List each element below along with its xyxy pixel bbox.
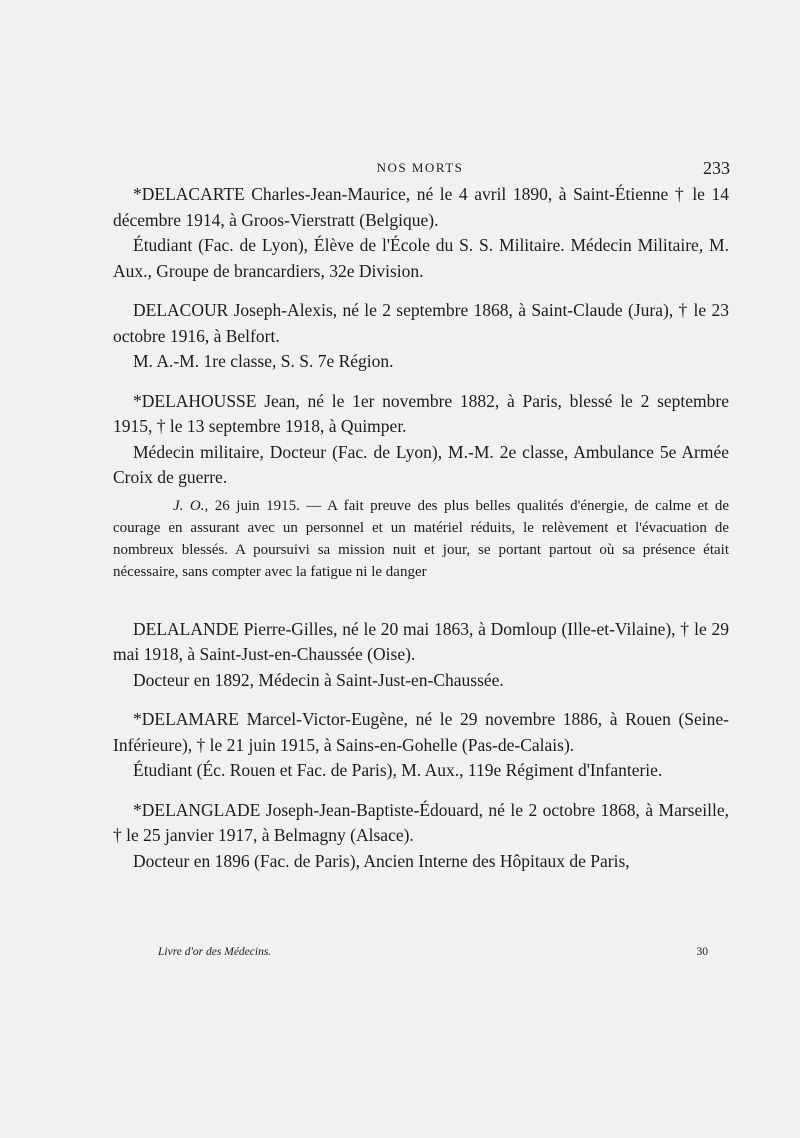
entry-heading: *DELANGLADE Joseph-Jean-Baptiste-Édouard, né le 2 octobre 1868, à Marseille, † le 25 janvier 1917, à Belmagny (Alsace). (113, 799, 729, 845)
footer-sheet-number: 30 (696, 946, 708, 958)
entry-detail: Docteur en 1892, Médecin à Saint-Just-en-Chaussée. (133, 669, 504, 690)
entry-delalande (113, 617, 729, 694)
entry-heading: *DELAMARE Marcel-Victor-Eugène, né le 29 novembre 1886, à Rouen (Seine-Inférieure), † le 21 juin 1915, à Sains-en-Gohelle (Pas-de-Calais). (113, 709, 729, 755)
entry-heading: *DELAHOUSSE Jean, né le 1er novembre 1882, à Paris, blessé le 2 septembre 1915, † le 13 septembre 1918, à Quimper. (113, 390, 729, 436)
citation (113, 495, 729, 583)
entry-detail: M. A.-M. 1re classe, S. S. 7e Région. (133, 351, 394, 371)
page-number: 233 (703, 158, 730, 178)
footer-signature: Livre d'or des Médecins. (158, 946, 272, 958)
entry-delacarte (113, 182, 729, 284)
running-title: NOS MORTS (376, 160, 464, 175)
entry-delanglade (113, 798, 729, 875)
spacer (113, 597, 729, 617)
entry-detail: Médecin militaire, Docteur (Fac. de Lyon), M.-M. 2e classe, Ambulance 5e Armée Croix de guerre. (113, 441, 729, 487)
citation-text: , 26 juin 1915. — A fait preuve des plus belles qualités d'énergie, de calme et de courage en assurant avec un personnel et un matériel réduits, le relèvement et l'évacuation de nombreux blessés. A poursuivi sa mission nuit et jour, se portant partout où sa présence était nécessaire, sans compter avec la fatigue ni le danger (113, 497, 729, 580)
citation-source: J. O. (173, 497, 205, 514)
entry-heading: *DELACARTE Charles-Jean-Maurice, né le 4 avril 1890, à Saint-Étienne † le 14 décembre 1914, à Groos-Vierstratt (Belgique). (113, 184, 729, 230)
entry-detail: Étudiant (Fac. de Lyon), Élève de l'École du S. S. Militaire. Médecin Militaire, M. Aux., Groupe de brancardiers, 32e Division. (113, 235, 729, 281)
entry-heading: DELACOUR Joseph-Alexis, né le 2 septembre 1868, à Saint-Claude (Jura), † le 23 octobre 1916, à Belfort. (113, 300, 729, 346)
page-footer (158, 946, 708, 964)
page-body (113, 182, 729, 888)
entry-delahousse (113, 389, 729, 583)
entry-detail: Docteur en 1896 (Fac. de Paris), Ancien Interne des Hôpitaux de Paris, (133, 850, 630, 871)
entry-delacour (113, 298, 729, 375)
entry-detail: Étudiant (Éc. Rouen et Fac. de Paris), M. Aux., 119e Régiment d'Infanterie. (133, 760, 663, 780)
entry-heading: DELALANDE Pierre-Gilles, né le 20 mai 1863, à Domloup (Ille-et-Vilaine), † le 29 mai 1918, à Saint-Just-en-Chaussée (Oise). (113, 618, 729, 664)
page-header (110, 158, 730, 182)
entry-delamare (113, 707, 729, 784)
